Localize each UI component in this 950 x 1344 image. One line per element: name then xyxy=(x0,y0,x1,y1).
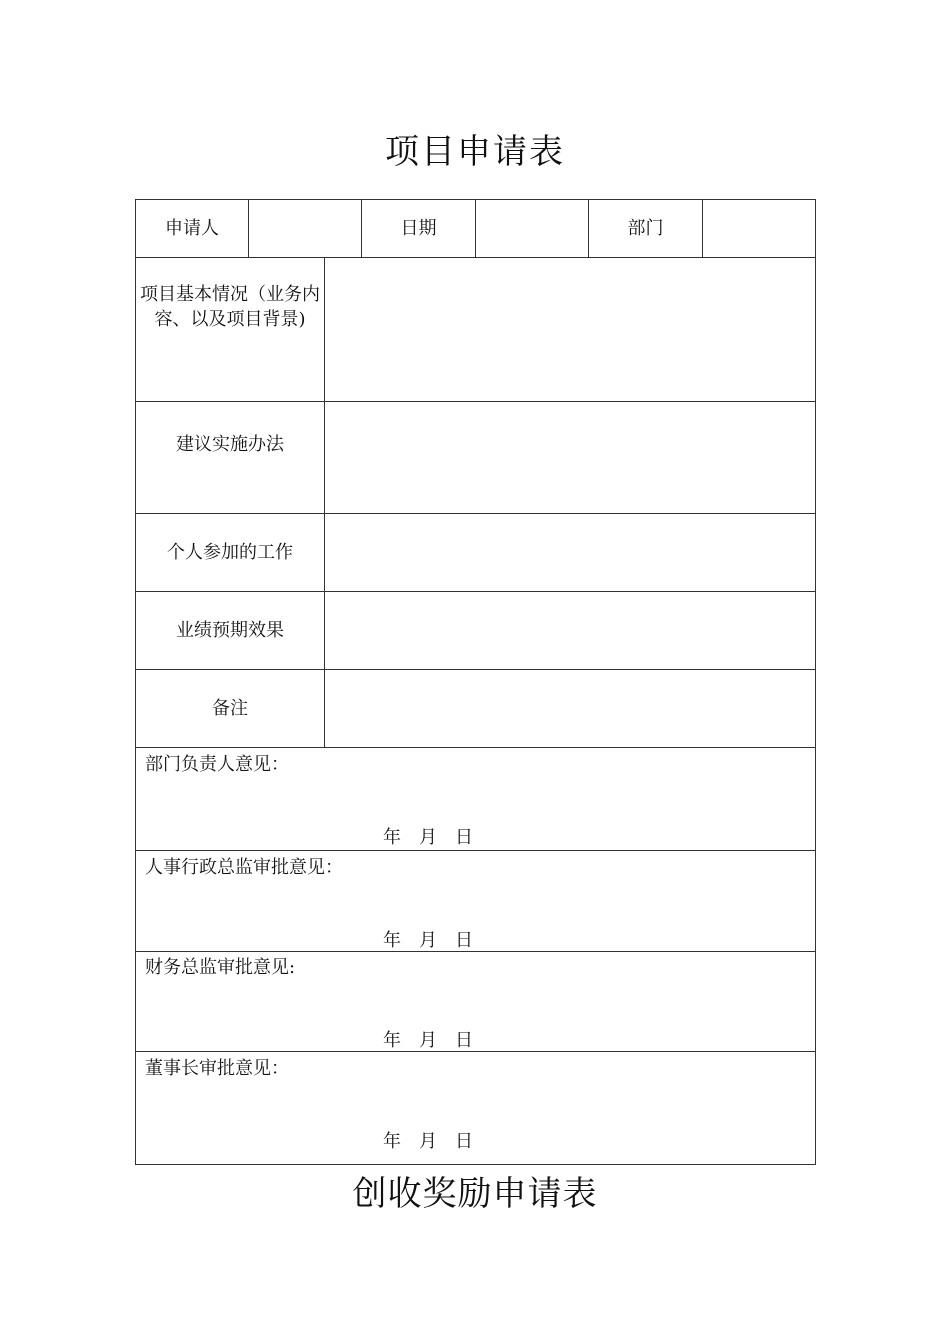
chairman-opinion-field[interactable] xyxy=(136,1079,815,1124)
personal-work-field[interactable] xyxy=(325,514,815,591)
table-right-border xyxy=(815,199,816,1165)
chairman-date xyxy=(383,1127,491,1153)
day-label: 日 xyxy=(455,1131,473,1152)
year-label: 年 xyxy=(383,930,401,951)
department-head-opinion-field[interactable] xyxy=(136,775,815,820)
finance-director-opinion-field[interactable] xyxy=(136,978,815,1023)
department-head-opinion-label: 部门负责人意见： xyxy=(145,754,289,775)
remarks-field[interactable] xyxy=(325,670,815,747)
implementation-method-field[interactable] xyxy=(325,402,815,513)
department-field[interactable] xyxy=(703,200,815,257)
year-label: 年 xyxy=(383,1030,401,1051)
personal-work-label: 个人参加的工作 xyxy=(167,542,293,563)
implementation-method-label: 建议实施办法 xyxy=(176,434,284,455)
divider xyxy=(135,951,816,952)
year-label: 年 xyxy=(383,1131,401,1152)
day-label: 日 xyxy=(455,827,473,848)
date-label: 日期 xyxy=(400,218,437,239)
expected-results-label: 业绩预期效果 xyxy=(176,620,284,641)
hr-director-date xyxy=(383,926,491,952)
applicant-field[interactable] xyxy=(249,200,361,257)
date-field[interactable] xyxy=(476,200,588,257)
project-background-label: 项目基本情况（业务内容、以及项目背景) xyxy=(140,284,320,330)
chairman-opinion-label: 董事长审批意见： xyxy=(145,1058,289,1079)
month-label: 月 xyxy=(419,1131,437,1152)
day-label: 日 xyxy=(455,1030,473,1051)
divider xyxy=(135,850,816,851)
divider xyxy=(135,747,816,748)
department-head-date xyxy=(383,823,491,849)
day-label: 日 xyxy=(455,930,473,951)
month-label: 月 xyxy=(419,930,437,951)
project-background-field[interactable] xyxy=(325,258,815,401)
expected-results-field[interactable] xyxy=(325,592,815,669)
table-bottom-border xyxy=(135,1164,816,1165)
month-label: 月 xyxy=(419,1030,437,1051)
applicant-label: 申请人 xyxy=(165,218,219,239)
next-form-title: 创收奖励申请表 xyxy=(352,1174,598,1214)
form-title: 项目申请表 xyxy=(385,132,565,172)
department-label: 部门 xyxy=(627,218,664,239)
finance-director-date xyxy=(383,1026,491,1052)
finance-director-opinion-label: 财务总监审批意见: xyxy=(145,957,296,978)
hr-director-opinion-label: 人事行政总监审批意见： xyxy=(145,857,343,878)
hr-director-opinion-field[interactable] xyxy=(136,878,815,923)
divider xyxy=(135,1051,816,1052)
remarks-label: 备注 xyxy=(212,698,248,719)
month-label: 月 xyxy=(419,827,437,848)
year-label: 年 xyxy=(383,827,401,848)
